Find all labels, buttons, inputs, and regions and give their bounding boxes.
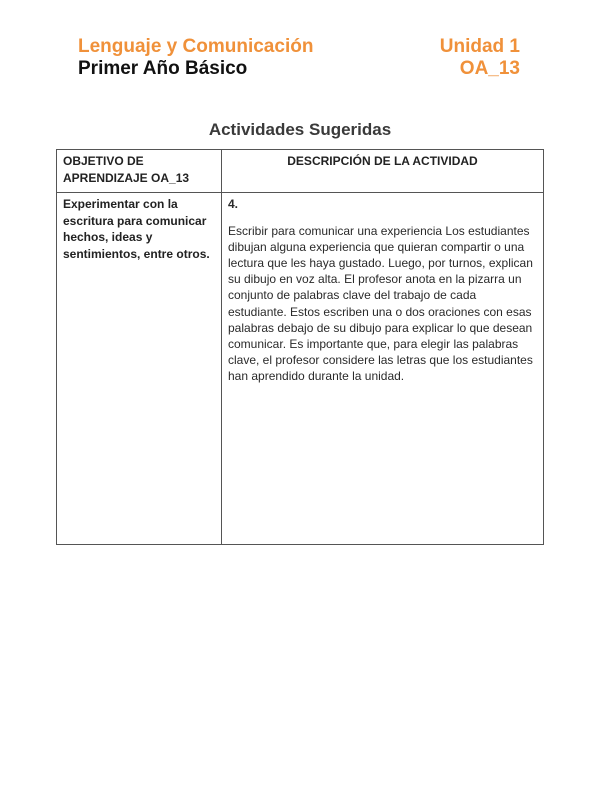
- objective-cell: Experimentar con la escritura para comunicar hechos, ideas y sentimientos, entre otros.: [57, 193, 222, 545]
- column-header-description: DESCRIPCIÓN DE LA ACTIVIDAD: [222, 150, 544, 193]
- unit-label: Unidad 1: [439, 36, 520, 57]
- activity-text: Escribir para comunicar una experiencia Los estudiantes dibujan alguna experiencia que quieran compartir o una lectura que les haya gustado. Luego, por turnos, explican su dibujo en voz alta. El profesor anota en la pizarra un conjunto de palabras clave del trabajo de cada estudiante. Estos escriben una o dos oraciones con esas palabras debajo de su dibujo para explicar lo que desean comunicar. Es importante que, para elegir las palabras clave, el profesor considere las letras que los estudiantes han aprendido durante la unidad.: [228, 223, 533, 384]
- page-header: [78, 36, 520, 80]
- description-cell: [222, 193, 544, 545]
- column-header-objective: OBJETIVO DE APRENDIZAJE OA_13: [57, 150, 222, 193]
- grade-label: Primer Año Básico: [78, 58, 248, 79]
- subject-title: Lenguaje y Comunicación: [78, 36, 314, 57]
- section-title: Actividades Sugeridas: [208, 120, 392, 139]
- header-row-bottom: [78, 58, 520, 80]
- activities-table: [56, 149, 544, 545]
- activity-number: 4.: [228, 197, 239, 211]
- header-row-top: [78, 36, 520, 58]
- table-row: [57, 193, 544, 545]
- table-header-row: [57, 150, 544, 193]
- objective-code: OA_13: [459, 58, 520, 79]
